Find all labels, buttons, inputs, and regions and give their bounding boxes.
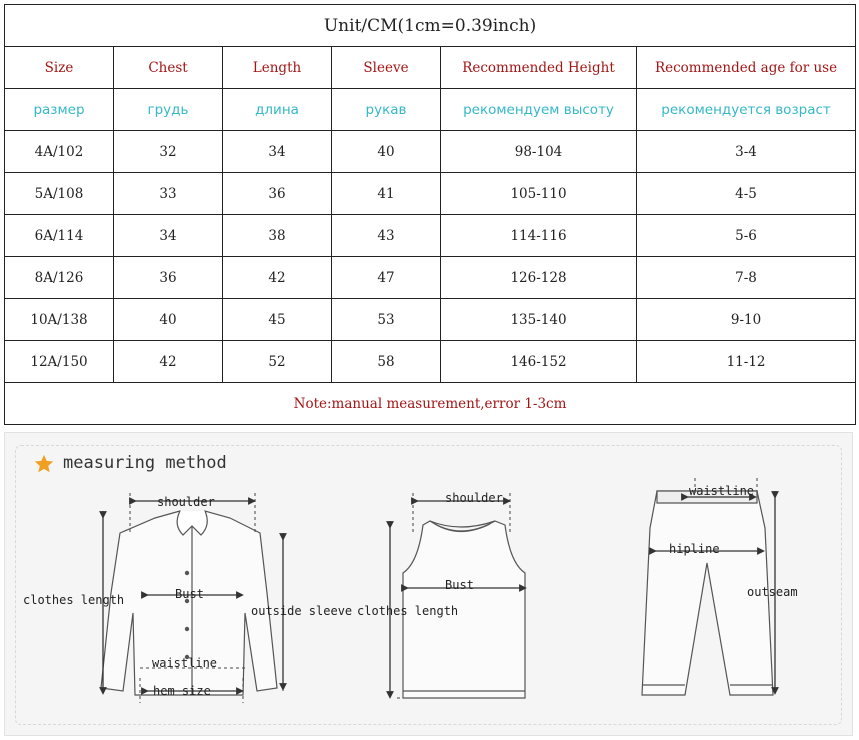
column-header-ru: длина [223,89,332,131]
table-cell: 58 [332,341,441,383]
table-cell: 146-152 [441,341,637,383]
table-cell: 53 [332,299,441,341]
table-cell: 36 [223,173,332,215]
table-cell: 7-8 [637,257,856,299]
table-cell: 40 [114,299,223,341]
column-header-ru: грудь [114,89,223,131]
column-header: Length [223,47,332,89]
table-cell: 42 [223,257,332,299]
table-cell: 41 [332,173,441,215]
shirt-shoulder-label: shoulder [157,495,215,509]
table-cell: 42 [114,341,223,383]
table-cell: 12A/150 [5,341,114,383]
table-cell: 45 [223,299,332,341]
table-row [5,131,856,173]
table-title: Unit/CM(1cm=0.39inch) [5,5,856,47]
table-cell: 33 [114,173,223,215]
column-header: Recommended age for use [637,47,856,89]
table-cell: 10A/138 [5,299,114,341]
table-cell: 47 [332,257,441,299]
measuring-method-panel [4,432,853,736]
table-cell: 8A/126 [5,257,114,299]
pants-hipline-label: hipline [669,542,720,556]
garment-diagrams [5,433,853,736]
table-cell: 43 [332,215,441,257]
shirt-bust-label: Bust [175,587,204,601]
table-cell: 36 [114,257,223,299]
table-row [5,257,856,299]
table-cell: 52 [223,341,332,383]
size-chart-table [4,4,856,425]
table-cell: 34 [114,215,223,257]
table-cell: 4A/102 [5,131,114,173]
vest-bust-label: Bust [445,578,474,592]
table-cell: 40 [332,131,441,173]
shirt-hem-size-label: hem size [153,684,211,698]
table-row [5,299,856,341]
column-header-ru: рекомендуется возраст [637,89,856,131]
table-cell: 32 [114,131,223,173]
column-header: Chest [114,47,223,89]
table-cell: 34 [223,131,332,173]
table-cell: 9-10 [637,299,856,341]
table-row [5,173,856,215]
column-header-ru: рекомендуем высоту [441,89,637,131]
measuring-method-title: measuring method [63,453,227,473]
shirt-outside-sleeve-label: outside sleeve [251,604,353,618]
column-header: Sleeve [332,47,441,89]
table-cell: 38 [223,215,332,257]
column-header: Recommended Height [441,47,637,89]
table-row [5,341,856,383]
column-header-ru: рукав [332,89,441,131]
column-header-ru: размер [5,89,114,131]
table-cell: 5-6 [637,215,856,257]
table-cell: 98-104 [441,131,637,173]
table-cell: 126-128 [441,257,637,299]
pants-outseam-label: outseam [747,585,798,599]
column-header: Size [5,47,114,89]
table-cell: 114-116 [441,215,637,257]
note-text: Note:manual measurement,error 1-3cm [5,383,856,425]
table-cell: 4-5 [637,173,856,215]
vest-clothes-length-label: clothes length [357,604,459,618]
table-cell: 5A/108 [5,173,114,215]
shirt-clothes-length-label: clothes length [23,593,125,607]
table-cell: 6A/114 [5,215,114,257]
table-cell: 105-110 [441,173,637,215]
pants-waistline-label: waistline [689,484,755,498]
table-cell: 11-12 [637,341,856,383]
shirt-waistline-label: waistline [152,656,218,670]
table-row [5,215,856,257]
table-cell: 3-4 [637,131,856,173]
vest-shoulder-label: shoulder [445,491,503,505]
table-cell: 135-140 [441,299,637,341]
